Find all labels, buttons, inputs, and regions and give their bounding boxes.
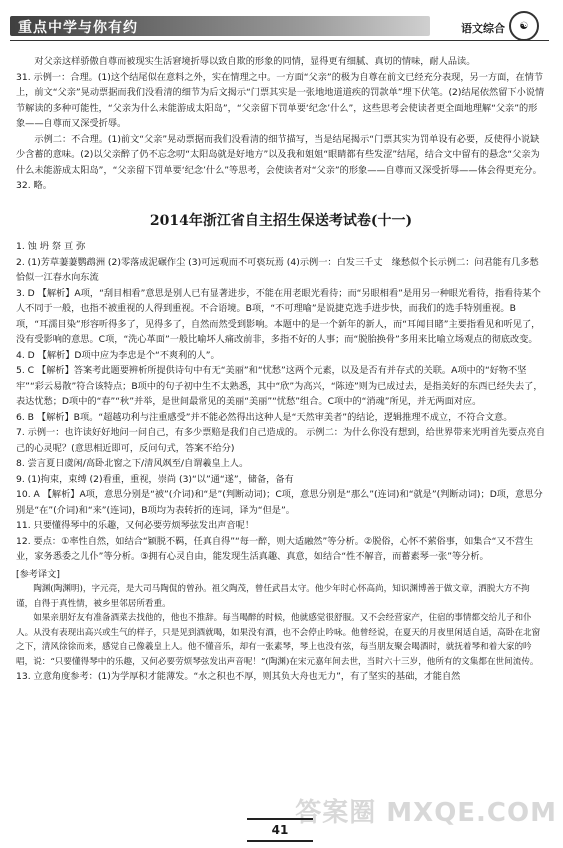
answer-10: 10. A 【解析】A项，意思分别是“被”(介词)和“是”(判断动词)；C项，意思分别是“那么”(连词)和“就是”(判断动词)；D项，意思分别是“在”(介词)和“来”(连词)，B项均为表转折的连词，译为“但是”。 [16, 489, 543, 516]
page-number: 41 [247, 818, 313, 842]
answer-11: 11. 只要懂得琴中的乐趣，又何必要劳烦琴弦发出声音呢！ [16, 520, 255, 531]
watermark: 答案圈 MXQE.COM [295, 798, 557, 828]
header-divider [10, 40, 549, 41]
brand-title: 重点中学与你有约 [18, 20, 138, 36]
answer-7: 7. 示例一：也许读好好地问一问自己，有多少票赔是我们自己造成的。 示例二：为什么你没有想到，给世界带来光明首先要点亮自己的心灵呢？(意思相近即可，反问句式，答案不给分) [16, 427, 546, 454]
reference-translation-label: [参考译文] [16, 568, 60, 580]
answer-4: 4. D 【解析】D项中应为李忠是个“不爽利的人”。 [16, 349, 220, 361]
translation-paragraph: 如果亲朋好友有准备酒菜去找他的，他也不推辞。每当喝醉的时候，他就感觉很舒服。又不会经营家产，住宿的事情都交给儿子和仆人。从没有表现出高兴或生气的样子，只是见到酒就喝，如果没有酒，也不会停止吟咏。他曾经说，在夏天的月夜里闲适自适，高卧在北窗之下，清风徐徐而来，感觉自己像羲皇上人。他不懂音乐，却有一张素琴，琴上也没有弦，每当朋友聚会喝酒时，就抚着琴和着大家的吟唱，说：“只要懂得琴中的乐趣，又何必要劳烦琴弦发出声音呢！”(陶渊)在宋元嘉年间去世，当时六十三岁，他所有的文集都在世间流传。 [16, 613, 541, 667]
exam-title: 2014年浙江省自主招生保送考试卷(十一) [149, 212, 413, 229]
answer-6: 6. B 【解析】B项。“超越功利与注重感受”并不能必然得出这种人是“天然审美者”的结论，逻辑推理不成立，不符合文意。 [16, 411, 513, 423]
answer-5: 5. C 【解析】答案考此题要辨析所提供诗句中有无“美丽”和“忧愁”这两个元素，以及是否有并存式的关联。A项中的“好物不坚牢”“彩云易散”符合该特点；B项中的句子初中生不太熟悉，其中“欣”为高兴，“陈迹”则为已成过去，是指美好的东西已经失去了，表达忧愁；D项中的“春”“秋”并举，是世间最常见的美丽“美丽”“忧愁”组合。C项中的“消魂”所见，并无两面对应。 [16, 365, 543, 407]
answer-3: 3. D 【解析】A项，“刮目相看”意思是别人已有显著进步，不能在用老眼光看待；而“另眼相看”是用另一种眼光看待，指看待某个人不同于一般，也指不被重视的人得到重视。不合语境。B项，“不可理喻”是说捷克选手进步快，而我们的选手特别重视。B项，“耳濡目染”形容听得多了，见得多了，自然而然受到影响。本题中的是一个新年的新人，而“耳闻目睹”主要指看见和听见了，没有受影响的意思。C项，“洗心革面”一般比喻坏人痛改前非，多指不好的人事；而“脱胎换骨”多用来比喻立场观点的彻底改变。 [16, 287, 541, 345]
paragraph: 对父亲这样骄傲自尊而被现实生活窘境折辱以致自欺的形象的同情，显得更有细腻、真切的情味，耐人品读。 [34, 56, 476, 67]
answer-9: 9. (1)拘束，束缚 (2)看重，重视，崇尚 (3)“以”通“遂”，储备，备有 [16, 473, 294, 485]
seal-icon: ☯ [509, 11, 539, 41]
answer-1: 1. 蚀 坍 祭 亘 弥 [16, 241, 86, 252]
answer-2: 2. (1)芳草萋萋鹦鹉洲 (2)零落成泥碾作尘 (3)可远观而不可亵玩焉 (4)示例一：白发三千丈 缘愁似个长示例二：问君能有几多愁 恰似一江春水向东流 [16, 256, 548, 283]
page-footer [0, 798, 563, 848]
main-content [16, 54, 546, 685]
answer-8: 8. 尝言夏日虞闲/高卧北窗之下/清风飒至/自谓羲皇上人。 [16, 458, 249, 469]
answer-31: 31. 示例一：合理。(1)这个结尾似在意料之外，实在情理之中。一方面“父亲”的极为自尊在前文已经充分表现，另一方面，在情节上，前文“父亲”晃动票据而我们没看清的细节为后文揭示“门票其实是一张地地道道疾的罚款单”埋下伏笔。(2)结尾依然留下小说情节解读的多种可能性，“父亲为什么未能游成太阳岛”，“父亲留下罚单要‘纪念’什么”，这些思考会使读者更全面地理解“父亲”的形象——自尊而又深受折辱。 [16, 71, 545, 129]
translation-paragraph: 陶渊(陶渊明)，字元亮，是大司马陶侃的曾孙。祖父陶茂，曾任武昌太守。他少年时心怀高尚，知识渊博善于做文章，洒脱大方不拘谨，自得于真性情，被乡里邻居所看重。 [16, 584, 530, 609]
answer-12: 12. 要点：①率性自然，如结合“颖脱不羁，任真自得”“每一醉，则大适融然”等分析。②脱俗，心怀不萦俗事，如集合“又不营生业，家务悉委之儿仆”等分析。③拥有心灵自由，能发现生活真趣、真意，如结合“性不解音，而蓄素琴一张”等分析。 [16, 535, 534, 562]
subject-label: 语文综合 [461, 22, 505, 35]
answer-31-example-two: 示例二：不合理。(1)前文“父亲”晃动票据而我们没看清的细节描写，当是结尾揭示“门票其实为罚单设有必要，反使得小说缺少含蓄的意味。(2)以父亲醉了仍不忘念叨“太阳岛就是好地方”以及我和姐姐“眼睛都有些发涩”结尾，结合文中留有的悬念“父亲为什么未能游成太阳岛”，“父亲留下罚单要‘纪念’什么”等思考，会使读者对“父亲”的形象——自尊而又深受折辱——体会得更充分。 32. 略。 [16, 133, 542, 191]
answer-13: 13. 立意角度参考：(1)为学厚积才能薄发。“水之积也不厚，则其负大舟也无力”，有了坚实的基础，才能自然 [16, 671, 461, 682]
page-header [0, 0, 563, 44]
